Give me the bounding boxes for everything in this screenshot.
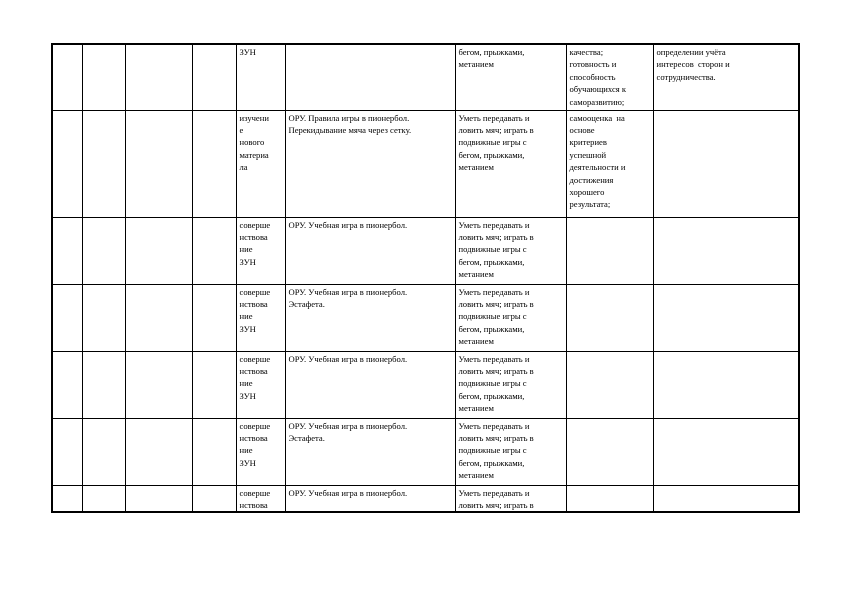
skills-text: Уметь передавать и ловить мяч; играть в подвижные игры с бегом, прыжками, метанием [458, 286, 534, 347]
personal-uud-cell [566, 44, 653, 110]
communicative-uud-text: определении учёта интересов сторон и сотрудничества. [656, 47, 730, 82]
number-cell [52, 284, 82, 351]
date-cell [82, 485, 125, 512]
personal-uud-cell [566, 110, 653, 217]
skills-cell [455, 217, 566, 284]
content-cell [285, 284, 455, 351]
date-cell [82, 418, 125, 485]
hours-cell [192, 110, 236, 217]
communicative-uud-cell [653, 44, 799, 110]
hours-cell [192, 351, 236, 418]
number-cell [52, 485, 82, 512]
content-text: ОРУ. Учебная игра в пионербол. [288, 487, 408, 498]
hours-cell [192, 418, 236, 485]
skills-text: Уметь передавать и ловить мяч; играть в подвижные игры с бегом, прыжками, метанием [458, 219, 534, 280]
communicative-uud-cell [653, 110, 799, 217]
skills-cell [455, 418, 566, 485]
date-cell [82, 110, 125, 217]
communicative-uud-cell [653, 418, 799, 485]
lesson-type-text: соверше нствова ние ЗУН [239, 420, 271, 468]
content-cell [285, 418, 455, 485]
content-cell [285, 217, 455, 284]
lesson-type-cell [236, 485, 285, 512]
number-cell [52, 418, 82, 485]
number-cell [52, 217, 82, 284]
lesson-type-text: соверше нствова ние ЗУН [239, 286, 271, 334]
lesson-type-text: соверше нствова ние ЗУН [239, 219, 271, 267]
hours-cell [192, 485, 236, 512]
content-text: ОРУ. Учебная игра в пионербол. Эстафета. [288, 286, 408, 309]
lesson-type-cell [236, 110, 285, 217]
number-cell [52, 351, 82, 418]
table-row [52, 110, 799, 217]
personal-uud-cell [566, 217, 653, 284]
table-row [52, 217, 799, 284]
skills-cell [455, 110, 566, 217]
topic-cell [125, 485, 192, 512]
skills-text: бегом, прыжками, метанием [458, 47, 525, 70]
hours-cell [192, 284, 236, 351]
table-row [52, 284, 799, 351]
topic-cell [125, 44, 192, 110]
skills-cell [455, 485, 566, 512]
table-row [52, 351, 799, 418]
date-cell [82, 351, 125, 418]
date-cell [82, 44, 125, 110]
personal-uud-text: самооценка на основе критериев успешной деятельности и достижения хорошего результата; [569, 112, 626, 210]
content-text: ОРУ. Правила игры в пионербол. Перекидывание мяча через сетку. [288, 112, 412, 135]
table-row [52, 44, 799, 110]
personal-uud-cell [566, 284, 653, 351]
skills-text: Уметь передавать и ловить мяч; играть в [458, 487, 534, 510]
lesson-type-cell [236, 217, 285, 284]
lesson-type-cell [236, 418, 285, 485]
content-text: ОРУ. Учебная игра в пионербол. [288, 353, 408, 364]
skills-cell [455, 284, 566, 351]
lesson-type-cell [236, 44, 285, 110]
lesson-plan-table [51, 43, 800, 513]
topic-cell [125, 110, 192, 217]
table-row [52, 485, 799, 512]
personal-uud-cell [566, 351, 653, 418]
hours-cell [192, 44, 236, 110]
lesson-type-text: соверше нствова ние ЗУН [239, 353, 271, 401]
skills-text: Уметь передавать и ловить мяч; играть в подвижные игры с бегом, прыжками, метанием [458, 353, 534, 414]
date-cell [82, 284, 125, 351]
content-text: ОРУ. Учебная игра в пионербол. Эстафета. [288, 420, 408, 443]
communicative-uud-cell [653, 284, 799, 351]
content-cell [285, 44, 455, 110]
topic-cell [125, 284, 192, 351]
lesson-type-cell [236, 284, 285, 351]
lesson-type-cell [236, 351, 285, 418]
communicative-uud-cell [653, 217, 799, 284]
lesson-type-text: соверше нствова [239, 487, 271, 510]
lesson-type-text: изучени е нового материа ла [239, 112, 269, 173]
topic-cell [125, 418, 192, 485]
topic-cell [125, 351, 192, 418]
skills-cell [455, 44, 566, 110]
topic-cell [125, 217, 192, 284]
content-cell [285, 485, 455, 512]
hours-cell [192, 217, 236, 284]
number-cell [52, 110, 82, 217]
communicative-uud-cell [653, 351, 799, 418]
skills-text: Уметь передавать и ловить мяч; играть в подвижные игры с бегом, прыжками, метанием [458, 420, 534, 481]
content-cell [285, 110, 455, 217]
skills-text: Уметь передавать и ловить мяч; играть в подвижные игры с бегом, прыжками, метанием [458, 112, 534, 173]
content-text: ОРУ. Учебная игра в пионербол. [288, 219, 408, 230]
content-cell [285, 351, 455, 418]
skills-cell [455, 351, 566, 418]
table-row [52, 418, 799, 485]
personal-uud-cell [566, 418, 653, 485]
communicative-uud-cell [653, 485, 799, 512]
personal-uud-cell [566, 485, 653, 512]
lesson-type-text: ЗУН [239, 47, 256, 57]
date-cell [82, 217, 125, 284]
number-cell [52, 44, 82, 110]
personal-uud-text: качества; готовность и способность обучающихся к саморазвитию; [569, 47, 627, 107]
